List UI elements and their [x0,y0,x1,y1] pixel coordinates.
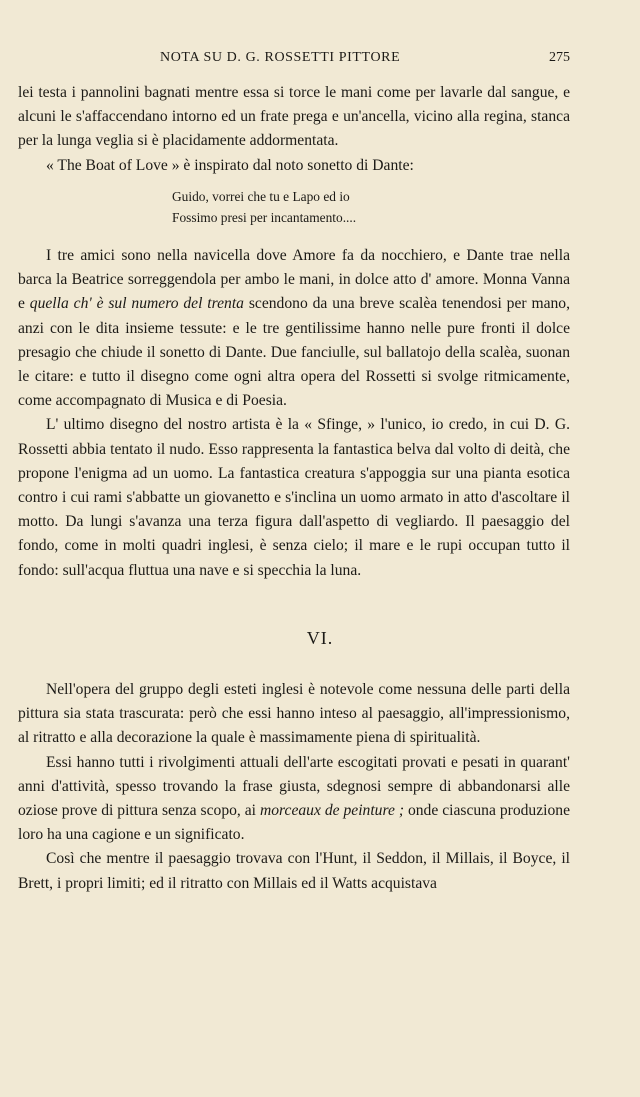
paragraph-sfinge: L' ultimo disegno del nostro artista è la « Sfinge, » l'unico, io credo, in cui D. G. Rossetti abbia tentato il nudo. Esso rappresenta la fantastica belva dal volto di deità, che propone l'enigma ad un uomo. La fantastica creatura s'appoggia sur una pianta esotica contro i cui rami s'abbatte un giovanetto e s'inclina un uomo armato in atto d'ascoltare il motto. Da lungi s'avanza una terza figura dall'aspetto di vegliardo. Il paesaggio del fondo, come in molti quadri inglesi, è senza cielo; il mare e le rupi occupan tutto il fondo: sull'acqua fluttua una nave e si specchia la luna. [18,416,570,579]
italic-phrase: morceaux de peinture ; [259,802,405,820]
section-heading: VI. [306,628,334,648]
verse-line: Guido, vorrei che tu e Lapo ed io [172,189,350,204]
text-block-1 [18,81,570,178]
paragraph-esteti: Nell'opera del gruppo degli esteti inglesi è notevole come nessuna delle parti della pittura sia stata trascurata: però che essi hanno inteso al paesaggio, all'impressionismo, al ritratto e alla decorazione la quale è massimamente piena di spiritualità. [18,681,570,747]
verse-line: Fossimo presi per incantamento.... [172,210,357,225]
text-run: onde ciascuna produzione loro ha una cagione e un significato. [18,802,570,844]
paragraph-continuation: lei testa i pannolini bagnati mentre essa si torce le mani come per lavarle dal sangue, e alcuni le s'affaccendano intorno ed un frate prega e un'ancella, vicino alla regina, stanca per la lunga veglia si è placidamente addormentata. [18,84,570,150]
text-run: scendono da una breve scalèa tenendosi per mano, anzi con le dita insieme tessute: e le tre gentilissime hanno nelle pure fronti il dolce presagio che chiude il sonetto di Dante. Due fanciulle, sul ballatojo della scalèa, suonan le citare: e tutto il disegno come ogni altra opera del Rossetti si svolge ritmicamente, come accompagnato di Musica e di Poesia. [18,295,571,410]
page-header [0,50,640,72]
paragraph-rivolgimenti [18,751,570,848]
text-block-2 [18,244,570,583]
paragraph-tre-amici [18,244,570,413]
running-title: NOTA SU D. G. ROSSETTI PITTORE [160,50,401,65]
text-run: Essi hanno tutti i rivolgimenti attuali dell'arte escogitati provati e pesati in quarant' anni d'attività, spesso trovando la frase giusta, sdegnosi sempre di abbandonarsi alle oziose prove di pittura senza scopo, ai [18,753,570,820]
paragraph-paesaggio: Così che mentre il paesaggio trovava con l'Hunt, il Seddon, il Millais, il Boyce, il Brett, i propri limiti; ed il ritratto con Millais ed il Watts acquistava [18,850,570,892]
italic-quotation: quella ch' è sul numero del trenta [29,295,244,313]
text-run: I tre amici sono nella navicella dove Amore fa da nocchiero, e Dante trae nella barca la Beatrice sorreggendola per ambo le mani, in dolce atto d' amore. Monna Vanna e [18,247,570,313]
verse-quotation [172,186,356,228]
paragraph-boat-of-love: « The Boat of Love » è inspirato dal noto sonetto di Dante: [46,156,414,174]
page-number: 275 [549,50,570,65]
text-block-3 [18,678,570,896]
